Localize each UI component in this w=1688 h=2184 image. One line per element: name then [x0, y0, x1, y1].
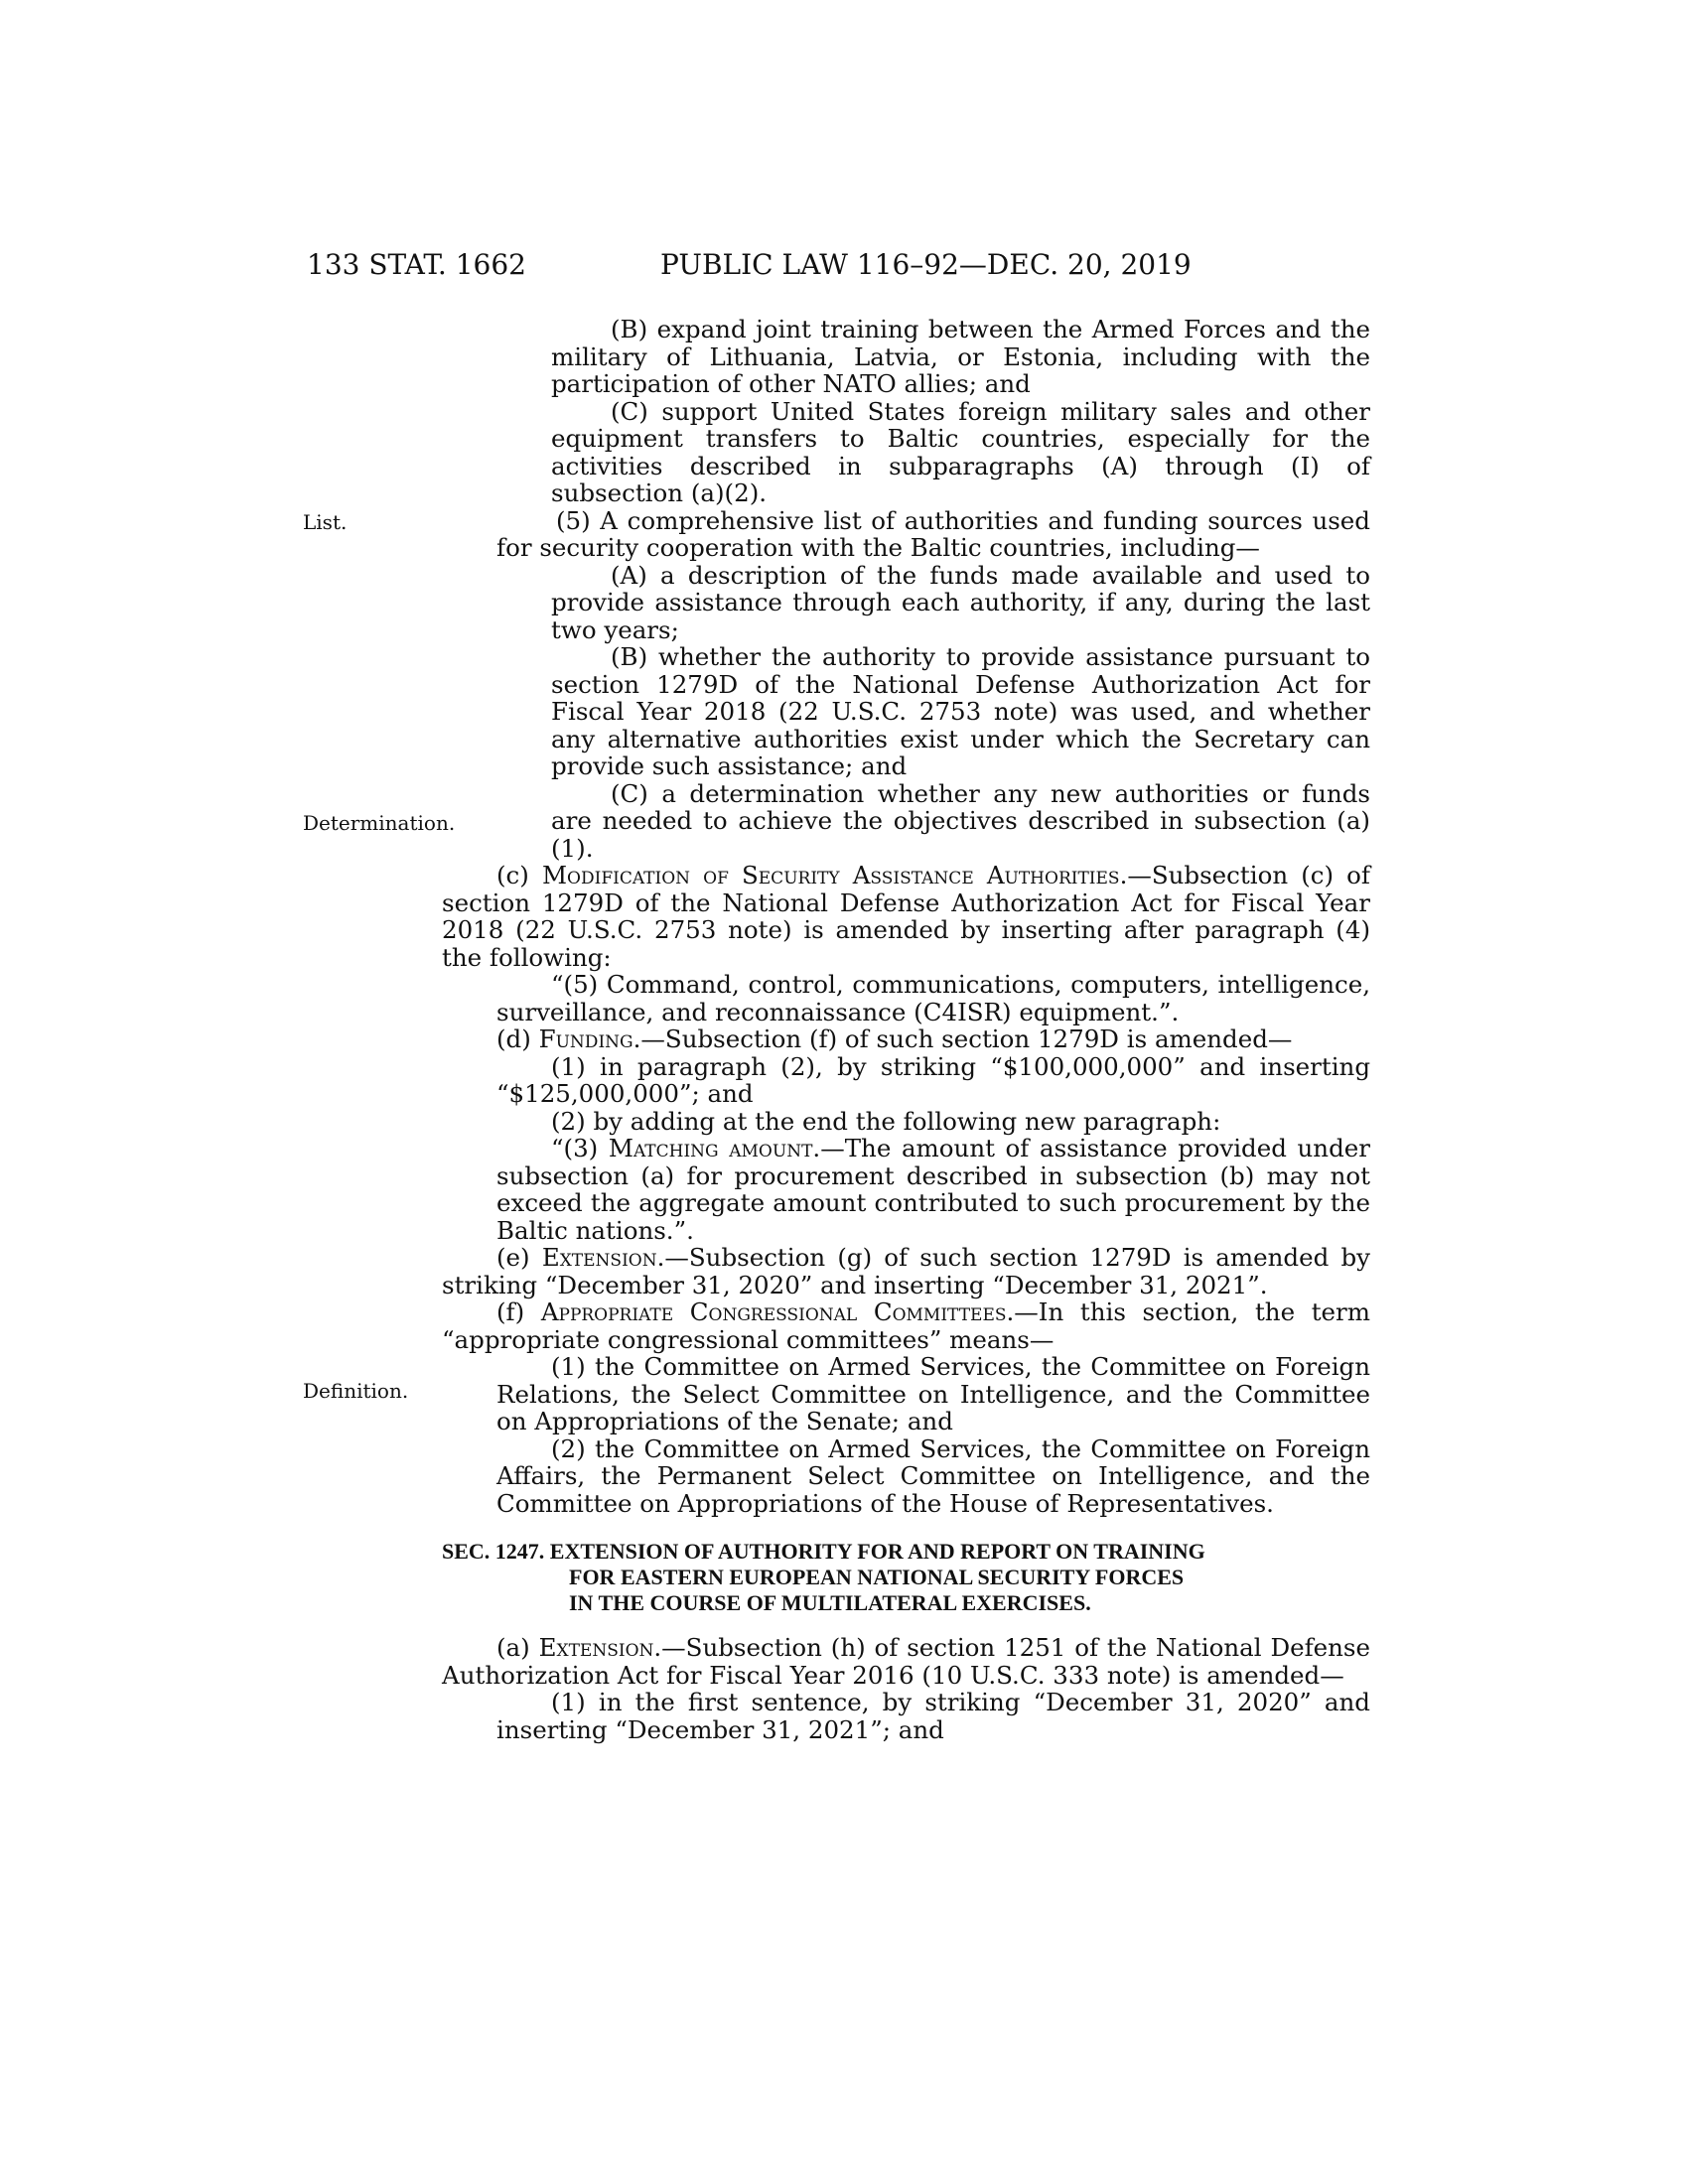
subsection-e-heading: Extension — [541, 1243, 657, 1272]
paragraph-5b: (B) whether the authority to provide assistance pursuant to section 1279D of the National Defense Authorization Act for Fiscal Year 2018 (22 U.S.C. 2753 note) was used, and whether any alternative authorities exist under which the Secretary can provide such assistance; and — [551, 642, 1370, 780]
paragraph-f1: (1) the Committee on Armed Services, the Committee on Foreign Relations, the Select Committee on Intelligence, and the Committee on Appropriations of the Senate; and — [496, 1352, 1370, 1435]
margin-note-list: List. — [303, 510, 348, 534]
paragraph-4b: (B) expand joint training between the Armed Forces and the military of Lithuania, Latvia, or Estonia, including with the participation of other NATO allies; and — [551, 315, 1370, 398]
subsection-f — [442, 1298, 1370, 1353]
paragraph-f2: (2) the Committee on Armed Services, the Committee on Foreign Affairs, the Permanent Select Committee on Intelligence, and the Committee on Appropriations of the House of Representatives. — [496, 1433, 1370, 1518]
subsection-c-text: .—Subsection (c) of section 1279D of the National Defense Authorization Act for Fiscal Year 2018 (22 U.S.C. 2753 note) is amended by inserting after paragraph (4) the following: — [442, 861, 1370, 972]
section-1247-paragraph-a1: (1) in the first sentence, by striking “December 31, 2020” and inserting “December 31, 2021”; and — [496, 1688, 1370, 1744]
section-heading-line-1: SEC. 1247. EXTENSION OF AUTHORITY FOR AND REPORT ON TRAINING — [442, 1539, 1205, 1564]
paragraph-d1: (1) in paragraph (2), by striking “$100,000,000” and inserting “$125,000,000”; and — [496, 1051, 1370, 1108]
subsection-c-heading: Modification of Security Assistance Authorities — [541, 861, 1120, 889]
section-heading-line-3: IN THE COURSE OF MULTILATERAL EXERCISES. — [569, 1590, 1091, 1615]
paragraph-d3 — [496, 1135, 1370, 1244]
subsection-c-quote: “(5) Command, control, communications, computers, intelligence, surveillance, and reconnaissance (C4ISR) equipment.”. — [496, 970, 1370, 1026]
subsection-f-text: .—In this section, the term “appropriate congressional committees” means— — [442, 1297, 1370, 1354]
paragraph-5a: (A) a description of the funds made available and used to provide assistance through each authority, if any, during the last two years; — [551, 560, 1370, 644]
subsection-f-heading: Appropriate Congressional Committees — [540, 1297, 1007, 1326]
section-1247-a-label: (a) — [496, 1633, 530, 1662]
subsection-d-label: (d) — [496, 1024, 531, 1053]
subsection-c — [442, 862, 1370, 971]
paragraph-d3-heading: Matching amount — [608, 1134, 813, 1162]
subsection-c-label: (c) — [496, 861, 529, 889]
subsection-d — [442, 1025, 1370, 1053]
section-1247-a-heading: Extension — [538, 1633, 654, 1662]
subsection-e — [442, 1244, 1370, 1298]
paragraph-d2: (2) by adding at the end the following new paragraph: — [551, 1106, 1221, 1136]
subsection-d-text: .—Subsection (f) of such section 1279D is amended— — [633, 1024, 1293, 1053]
page-header — [0, 248, 1688, 288]
subsection-e-label: (e) — [496, 1243, 530, 1272]
statute-page-number: 133 STAT. 1662 — [307, 248, 526, 281]
paragraph-d3-text: .—The amount of assistance provided under subsection (a) for procurement described in subsection (b) may not exceed the aggregate amount contributed to such procurement by the Baltic nations.”. — [496, 1134, 1370, 1245]
document-body — [442, 315, 1370, 1744]
margin-note-definition: Definition. — [303, 1379, 409, 1403]
paragraph-5: (5) A comprehensive list of authorities and funding sources used for security cooperation with the Baltic countries, including— — [496, 505, 1370, 562]
subsection-e-text: .—Subsection (g) of such section 1279D is amended by striking “December 31, 2020” and inserting “December 31, 2021”. — [442, 1243, 1370, 1299]
paragraph-d3-label: “(3) — [551, 1134, 599, 1162]
section-heading-line-2: FOR EASTERN EUROPEAN NATIONAL SECURITY FORCES — [569, 1565, 1185, 1589]
paragraph-5c: (C) a determination whether any new authorities or funds are needed to achieve the objectives described in subsection (a)(1). — [551, 778, 1370, 863]
section-heading-1247 — [442, 1539, 1370, 1616]
section-1247-a-text: .—Subsection (h) of section 1251 of the National Defense Authorization Act for Fiscal Year 2016 (10 U.S.C. 333 note) is amended— — [442, 1633, 1370, 1690]
paragraph-4c: (C) support United States foreign military sales and other equipment transfers to Baltic countries, especially for the activities described in subparagraphs (A) through (I) of subsection (a)(2). — [551, 396, 1370, 507]
subsection-d-heading: Funding — [538, 1024, 633, 1053]
subsection-f-label: (f) — [496, 1297, 525, 1326]
running-title: PUBLIC LAW 116–92—DEC. 20, 2019 — [660, 248, 1192, 281]
section-1247-subsection-a — [442, 1634, 1370, 1689]
margin-note-determination: Determination. — [303, 811, 456, 835]
